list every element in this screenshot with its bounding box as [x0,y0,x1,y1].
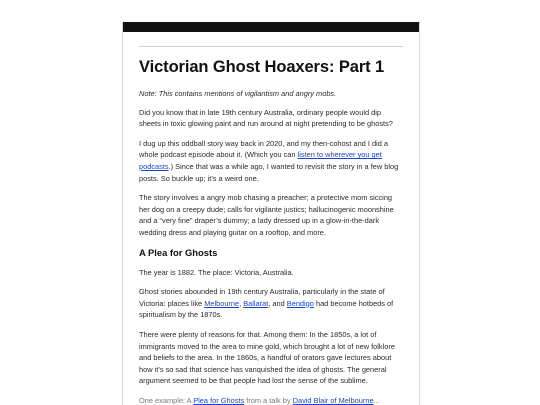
podcast-link[interactable]: listen to wherever you get podcasts [139,150,382,171]
places-text-start: Ghost stories abounded in 19th century Australia, particularly in the state of Victoria: places like [139,287,385,308]
example-text-end: ... [373,395,380,405]
example-paragraph [139,395,403,405]
story-summary-paragraph: The story involves a angry mob chasing a preacher; a protective mom siccing her dog on a creepy dude; calls for vigilante justics; hallucinogenic moonshine and a “very fine” draper’s dummy; a lady dressed up in a glow-in-the-dark wedding dress and playing guitar on a rooftop, and more. [139,193,394,237]
podcast-paragraph [139,138,403,184]
places-text-end: had become hotbeds of spiritualism by the 1870s. [139,298,394,320]
article-title: Victorian Ghost Hoaxers: Part 1 [139,58,385,76]
article-page [122,22,420,405]
content-note: Note: This contains mentions of vigilantism and angry mobs. [139,89,337,98]
plea-link[interactable]: Plea for Ghosts [193,395,245,405]
melbourne-link[interactable]: Melbourne [204,298,240,308]
year-paragraph: The year is 1882. The place: Victoria, Australia. [139,267,294,277]
places-sep-1: , [239,298,244,308]
ballarat-link[interactable]: Ballarat [243,298,269,308]
blair-link[interactable]: David Blair of Melbourne [292,395,374,405]
bendigo-link[interactable]: Bendigo [286,298,314,308]
reasons-paragraph: There were plenty of reasons for that. Among them: In the 1850s, a lot of immigrants moved to the area to mine gold, which brought a lot of new folklore and beliefs to the area. In the 1860s, a handful of orators gave lectures about how it’s so sad that science has vanquished the idea of ghosts. The general argument seemed to be that people had lost the sense of the sublime. [139,329,395,386]
places-sep-2: , and [268,298,287,308]
places-paragraph [139,286,403,321]
podcast-text-end: .) Since that was a while ago, I wanted to revisit the story in a few blog posts. So buckle up; it’s a weird one. [139,161,399,183]
podcast-text-start: I dug up this oddball story way back in 2020, and my then-cohost and I did a whole podcast episode about it. (Which you can [139,138,388,160]
example-text-mid: from a talk by [244,395,293,405]
section-heading: A Plea for Ghosts [139,246,218,258]
divider [139,46,403,47]
intro-paragraph: Did you know that in late 19th century Australia, ordinary people would dip sheets in toxic glowing paint and run around at night pretending to be ghosts? [139,107,393,129]
example-text-start: One example: A [139,395,194,405]
article-content [123,32,419,405]
top-bar [123,22,419,32]
